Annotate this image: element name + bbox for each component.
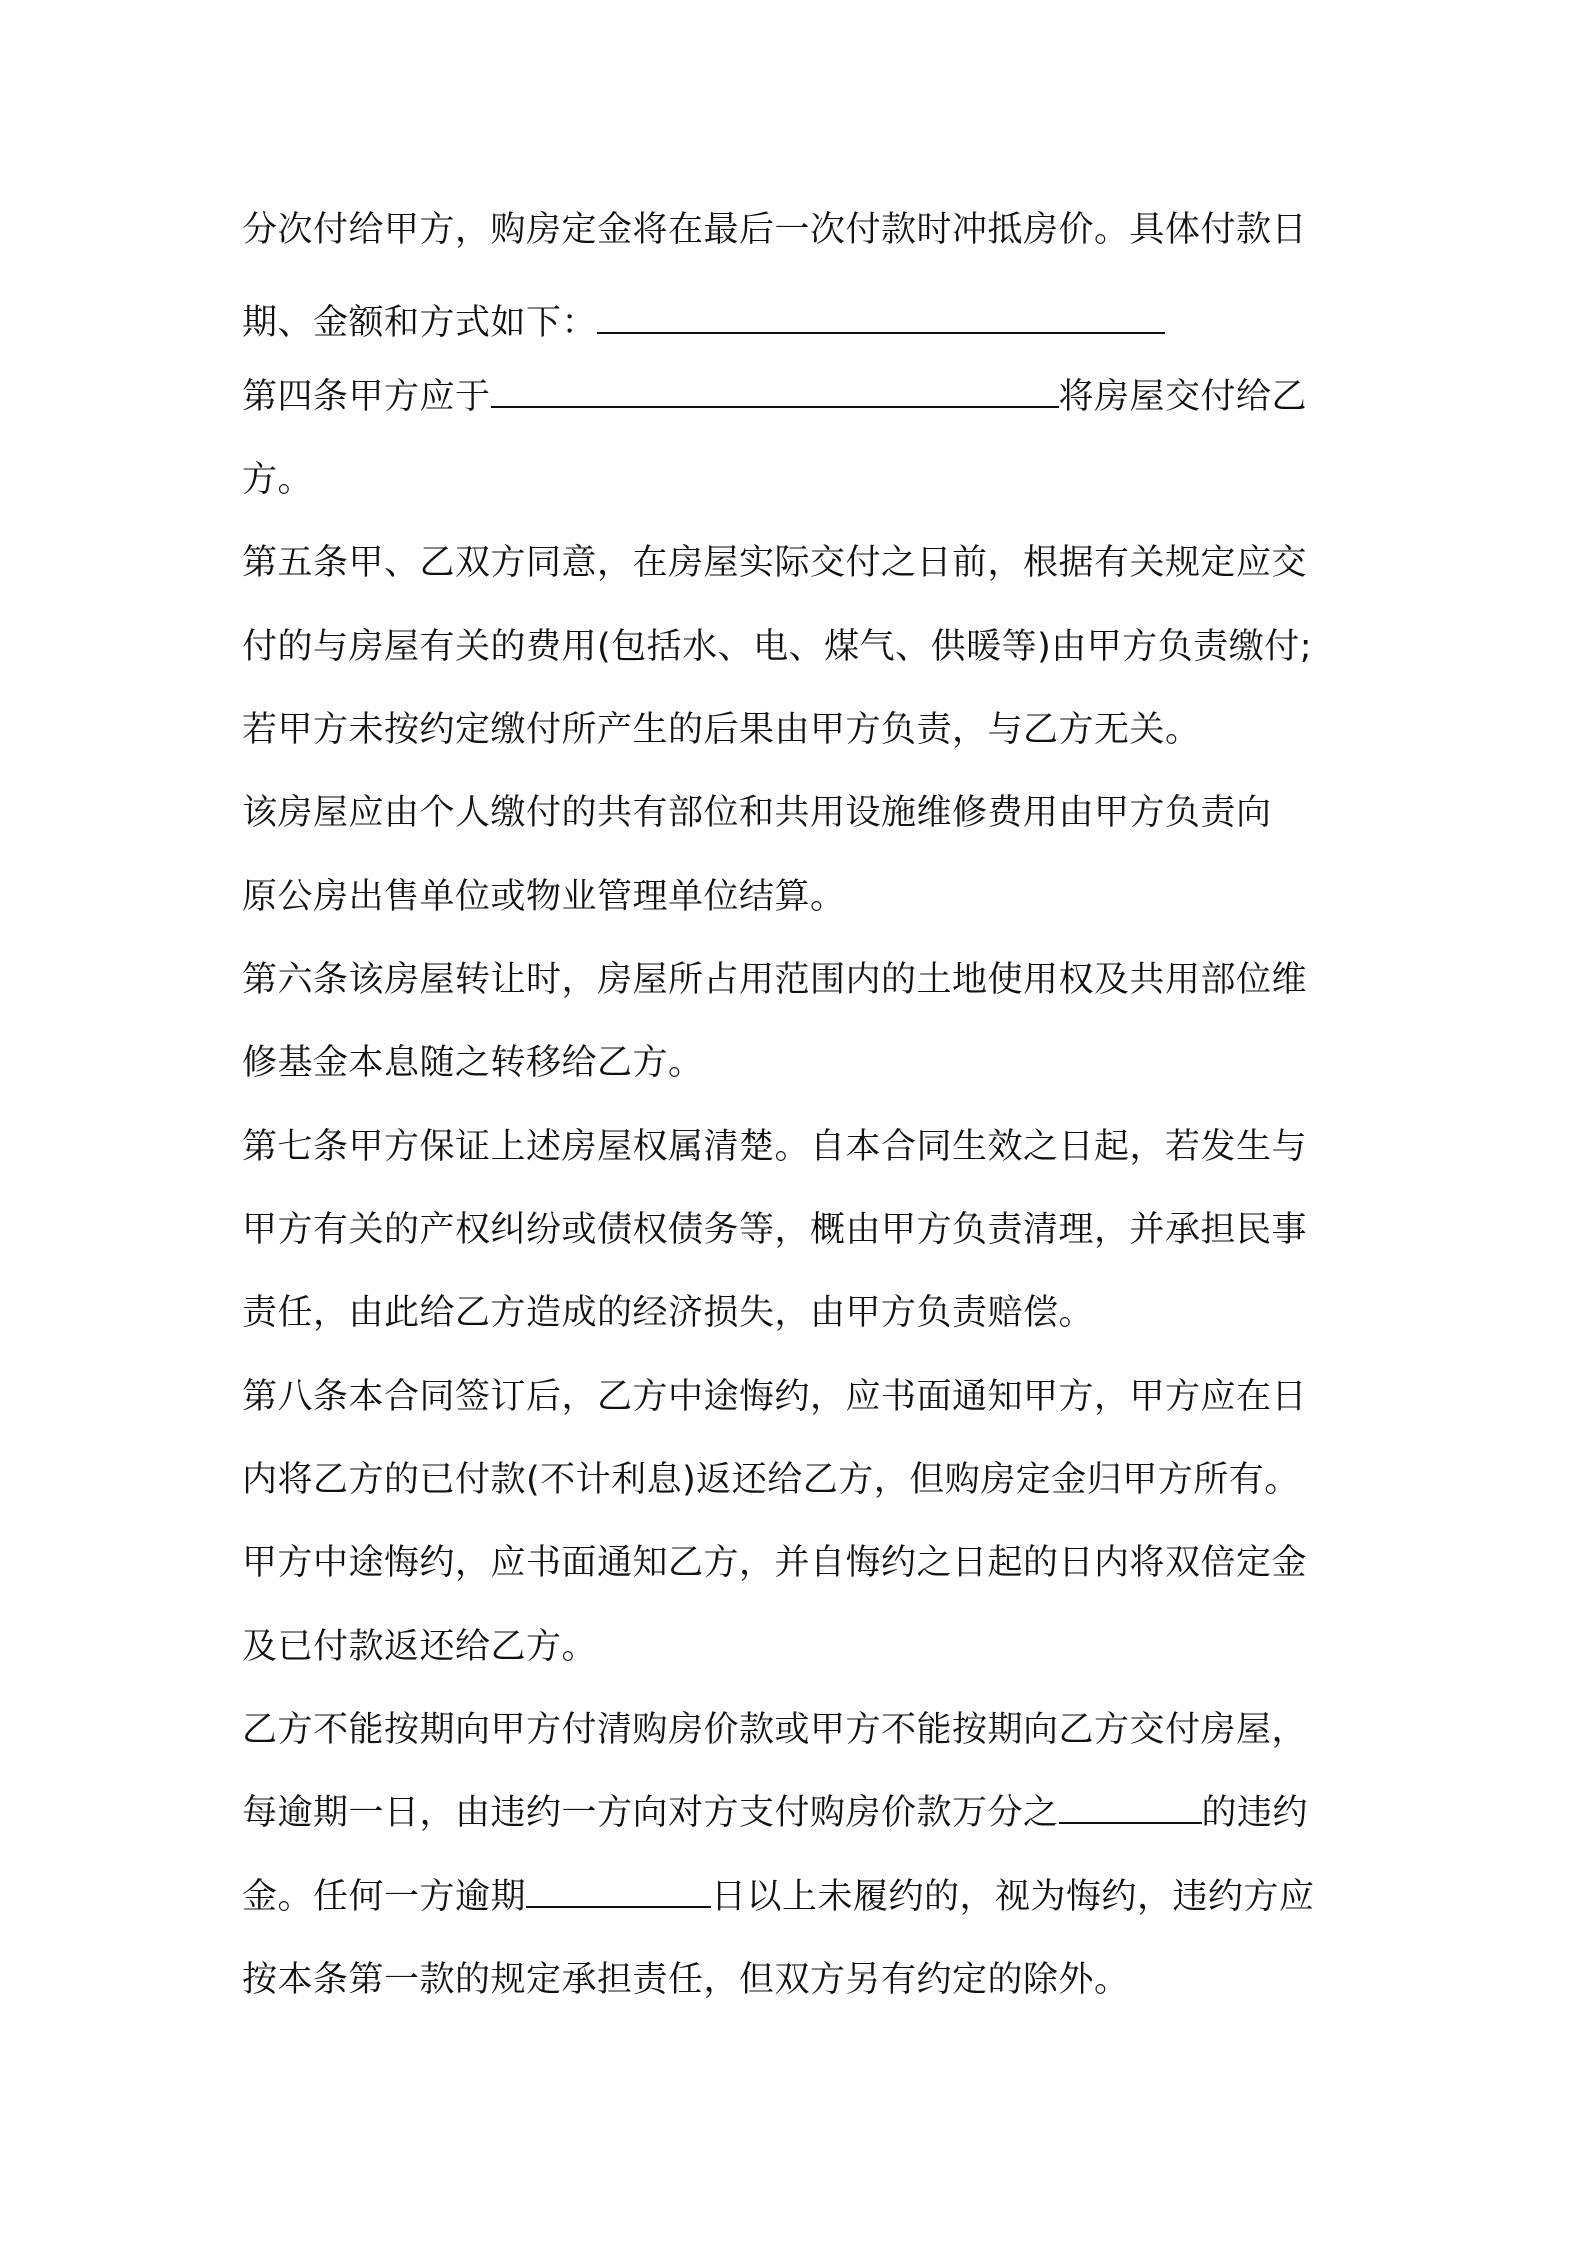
text-line bbox=[242, 1455, 1300, 1505]
line-text: 分次付给甲方，购房定金将在最后一次付款时冲抵房价。具体付款日 bbox=[242, 210, 1308, 250]
line-text: 将房屋交付给乙 bbox=[1058, 377, 1308, 417]
line-text: 每逾期一日，由违约一方向对方支付购房价款万分之 bbox=[242, 1793, 1059, 1833]
fill-in-blank bbox=[1059, 1792, 1202, 1824]
text-line bbox=[242, 298, 1165, 348]
text-line bbox=[242, 872, 846, 922]
line-text: 期、金额和方式如下： bbox=[242, 303, 598, 343]
line-text: 第六条该房屋转让时，房屋所占用范围内的土地使用权及共用部位维 bbox=[242, 960, 1308, 1000]
line-text: 若甲方未按约定缴付所产生的后果由甲方负责，与乙方无关。 bbox=[242, 710, 1201, 750]
line-text: 乙方不能按期向甲方付清购房价款或甲方不能按期向乙方交付房屋， bbox=[242, 1710, 1308, 1750]
text-line bbox=[242, 1288, 1094, 1338]
line-text: 该房屋应由个人缴付的共有部位和共用设施维修费用由甲方负责向 bbox=[242, 793, 1272, 833]
text-line bbox=[242, 955, 1307, 1005]
text-line bbox=[242, 622, 1312, 672]
text-line bbox=[242, 1872, 1315, 1922]
text-line bbox=[242, 1955, 1130, 2005]
line-text: 金。任何一方逾期 bbox=[242, 1877, 527, 1917]
text-line bbox=[242, 1705, 1307, 1755]
line-text: 日以上未履约的，视为悔约，违约方应 bbox=[711, 1877, 1315, 1917]
line-text: 第七条甲方保证上述房屋权属清楚。自本合同生效之日起，若发生与 bbox=[242, 1127, 1308, 1167]
text-line bbox=[242, 1372, 1307, 1422]
text-line bbox=[242, 1205, 1307, 1255]
text-line bbox=[242, 705, 1201, 755]
fill-in-blank bbox=[597, 302, 1165, 334]
text-line bbox=[242, 1538, 1307, 1588]
text-line bbox=[242, 455, 313, 505]
text-line bbox=[242, 1122, 1307, 1172]
text-line bbox=[242, 788, 1272, 838]
line-text: 责任，由此给乙方造成的经济损失，由甲方负责赔偿。 bbox=[242, 1293, 1095, 1333]
fill-in-blank bbox=[526, 1876, 711, 1908]
line-text: 按本条第一款的规定承担责任，但双方另有约定的除外。 bbox=[242, 1960, 1130, 2000]
line-text: 甲方中途悔约，应书面通知乙方，并自悔约之日起的日内将双倍定金 bbox=[242, 1543, 1308, 1583]
fill-in-blank bbox=[491, 376, 1059, 408]
line-text: 第五条甲、乙双方同意，在房屋实际交付之日前，根据有关规定应交 bbox=[242, 543, 1308, 583]
line-text: 付的与房屋有关的费用(包括水、电、煤气、供暖等)由甲方负责缴付; bbox=[242, 627, 1313, 667]
text-line bbox=[242, 1038, 704, 1088]
text-line bbox=[242, 1622, 597, 1672]
text-line bbox=[242, 538, 1307, 588]
line-text: 及已付款返还给乙方。 bbox=[242, 1627, 598, 1667]
line-text: 的违约 bbox=[1201, 1793, 1309, 1833]
line-text: 原公房出售单位或物业管理单位结算。 bbox=[242, 877, 846, 917]
text-line bbox=[242, 372, 1307, 422]
text-line bbox=[242, 1788, 1308, 1838]
line-text: 第四条甲方应于 bbox=[242, 377, 491, 417]
text-line bbox=[242, 205, 1307, 255]
line-text: 修基金本息随之转移给乙方。 bbox=[242, 1043, 704, 1083]
line-text: 内将乙方的已付款(不计利息)返还给乙方，但购房定金归甲方所有。 bbox=[242, 1460, 1300, 1500]
line-text: 甲方有关的产权纠纷或债权债务等，概由甲方负责清理，并承担民事 bbox=[242, 1210, 1308, 1250]
line-text: 方。 bbox=[242, 460, 314, 500]
line-text: 第八条本合同签订后，乙方中途悔约，应书面通知甲方，甲方应在日 bbox=[242, 1377, 1308, 1417]
